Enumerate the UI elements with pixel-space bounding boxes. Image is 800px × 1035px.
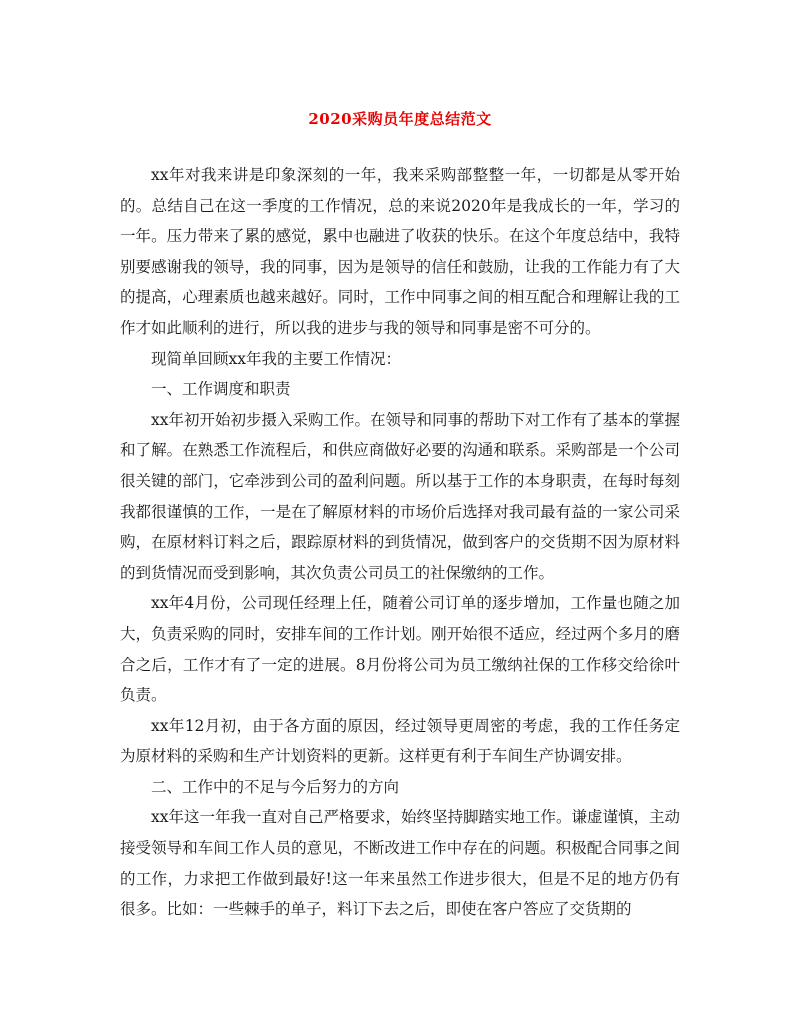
document-body [120, 160, 680, 925]
paragraph-december: xx年12月初，由于各方面的原因，经过领导更周密的考虑，我的工作任务定为原材料的采购和生产计划资料的更新。这样更有利于车间生产协调安排。 [120, 716, 680, 766]
paragraph-review-lead: 现简单回顾xx年我的主要工作情况： [151, 349, 401, 368]
paragraph-intro: xx年对我来讲是印象深刻的一年，我来采购部整整一年，一切都是从零开始的。总结自己在这一季度的工作情况，总的来说2020年是我成长的一年，学习的一年。压力带来了累的感觉，累中也融进了收获的快乐。在这个年度总结中，我特别要感谢我的领导，我的同事，因为是领导的信任和鼓励，让我的工作能力有了大的提高，心理素质也越来越好。同时，工作中同事之间的相互配合和理解让我的工作才如此顺利的进行，所以我的进步与我的领导和同事是密不可分的。 [120, 166, 680, 337]
section-heading-duties: 一、工作调度和职责 [151, 380, 291, 399]
paragraph-shortcomings: xx年这一年我一直对自己严格要求，始终坚持脚踏实地工作。谦虚谨慎，主动接受领导和车间工作人员的意见，不断改进工作中存在的问题。积极配合同事之间的工作，力求把工作做到最好!这一年来虽然工作进步很大，但是不足的地方仍有很多。比如：一些棘手的单子，料订下去之后，即使在客户答应了交货期的 [120, 808, 680, 919]
paragraph-early-year: xx年初开始初步摄入采购工作。在领导和同事的帮助下对工作有了基本的掌握和了解。在熟悉工作流程后，和供应商做好必要的沟通和联系。采购部是一个公司很关键的部门，它牵涉到公司的盈利问题。所以基于工作的本身职责，在每时每刻我都很谨慎的工作，一是在了解原材料的市场价后选择对我司最有益的一家公司采购，在原材料订料之后，跟踪原材料的到货情况，做到客户的交货期不因为原材料的到货情况而受到影响，其次负责公司员工的社保缴纳的工作。 [120, 410, 680, 582]
paragraph-april: xx年4月份，公司现任经理上任，随着公司订单的逐步增加，工作量也随之加大，负责采购的同时，安排车间的工作计划。刚开始很不适应，经过两个多月的磨合之后，工作才有了一定的进展。8月份将公司为员工缴纳社保的工作移交给徐叶负责。 [120, 594, 680, 705]
document-title: 2020采购员年度总结范文 [308, 110, 492, 128]
section-heading-shortcomings: 二、工作中的不足与今后努力的方向 [151, 777, 400, 796]
